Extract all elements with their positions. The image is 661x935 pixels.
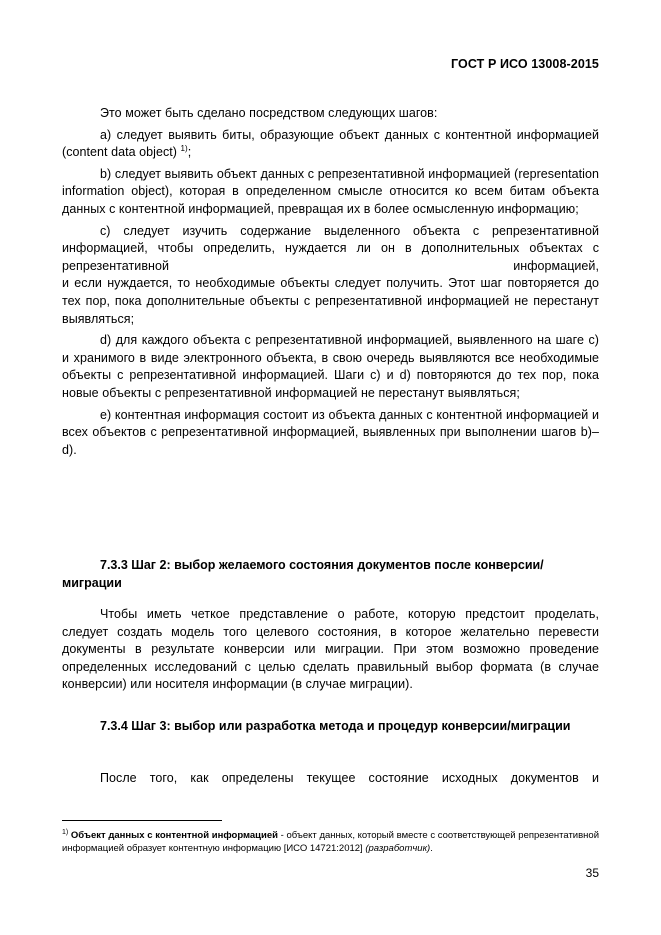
footnote (62, 830, 599, 855)
section-734-paragraph: После того, как определены текущее состояние исходных документов и (100, 771, 599, 785)
steps-list (62, 105, 599, 459)
footnote-term: Объект данных с контентной информацией (70, 830, 278, 841)
section-733-body (62, 606, 599, 694)
step-c-paragraph-part1: с) следует изучить содержание выделенного объекта с репрезентативной информацией, чтобы определить, нуждается ли он в дополнительных объектах с репрезентативной информацией, (62, 223, 599, 273)
document-code-header: ГОСТ Р ИСО 13008-2015 (450, 57, 599, 71)
intro-paragraph: Это может быть сделано посредством следующих шагов: (100, 106, 438, 120)
section-733-number: 7.3.3 (100, 558, 128, 572)
footnote-marker: 1) (62, 828, 69, 836)
step-a-end: ; (187, 145, 192, 160)
page-number: 35 (585, 866, 599, 880)
footnote-text: - объект данных, который вместе с соответствующей репрезентативной информацией образует контентную информацию [ИСО 14721:2012] (62, 830, 599, 854)
step-a-paragraph (62, 127, 599, 162)
section-734-title: Шаг 3: выбор или разработка метода и процедур конверсии/миграции (131, 719, 571, 733)
footnote-ref: 1) (180, 144, 188, 154)
step-a-text: а) следует выявить биты, образующие объект данных с контентной информацией (content data object) (62, 127, 599, 160)
footnote-separator (62, 820, 222, 821)
step-c-paragraph-part2: и если нуждается, то необходимые объекты следует получить. Этот шаг повторяется до тех пор, пока дополнительные объекты с репрезентативной информацией не перестанут выявляться; (62, 276, 599, 326)
step-b-paragraph: b) следует выявить объект данных с репрезентативной информацией (representation information object), которая в определенном смысле относится ко всем битам объекта данных с контентной информацией, превращая их в более осмысленную информацию; (62, 166, 599, 216)
section-733-title: Шаг 2: выбор желаемого состояния документов после конверсии/миграции (62, 558, 544, 590)
section-734-heading (62, 718, 599, 736)
section-733-heading (62, 557, 599, 592)
footnote-note: (разработчик) (365, 842, 431, 854)
step-e-paragraph: е) контентная информация состоит из объекта данных с контентной информацией и всех объектов с репрезентативной информацией, выявленных при выполнении шагов b)–d). (62, 407, 599, 457)
footnote-end: . (430, 842, 433, 854)
section-734-number: 7.3.4 (100, 719, 128, 733)
step-d-paragraph: d) для каждого объекта с репрезентативной информацией, выявленного на шаге с) и хранимого в виде электронного объекта, в свою очередь выявляются все необходимые объекты с репрезентативной информацией. Шаги с) и d) повторяются до тех пор, пока новые объекты с репрезентативной информацией не перестанут выявляться; (62, 333, 599, 400)
section-734-body (62, 770, 599, 788)
section-733-paragraph: Чтобы иметь четкое представление о работе, которую предстоит проделать, следует создать модель того целевого состояния, в которое желательно перевести документы в результате конверсии или миграции. При этом возможно проведение определенных исследований с целью сделать правильный выбор формата (в случае конверсии) или носителя информации (в случае миграции). (62, 607, 599, 692)
